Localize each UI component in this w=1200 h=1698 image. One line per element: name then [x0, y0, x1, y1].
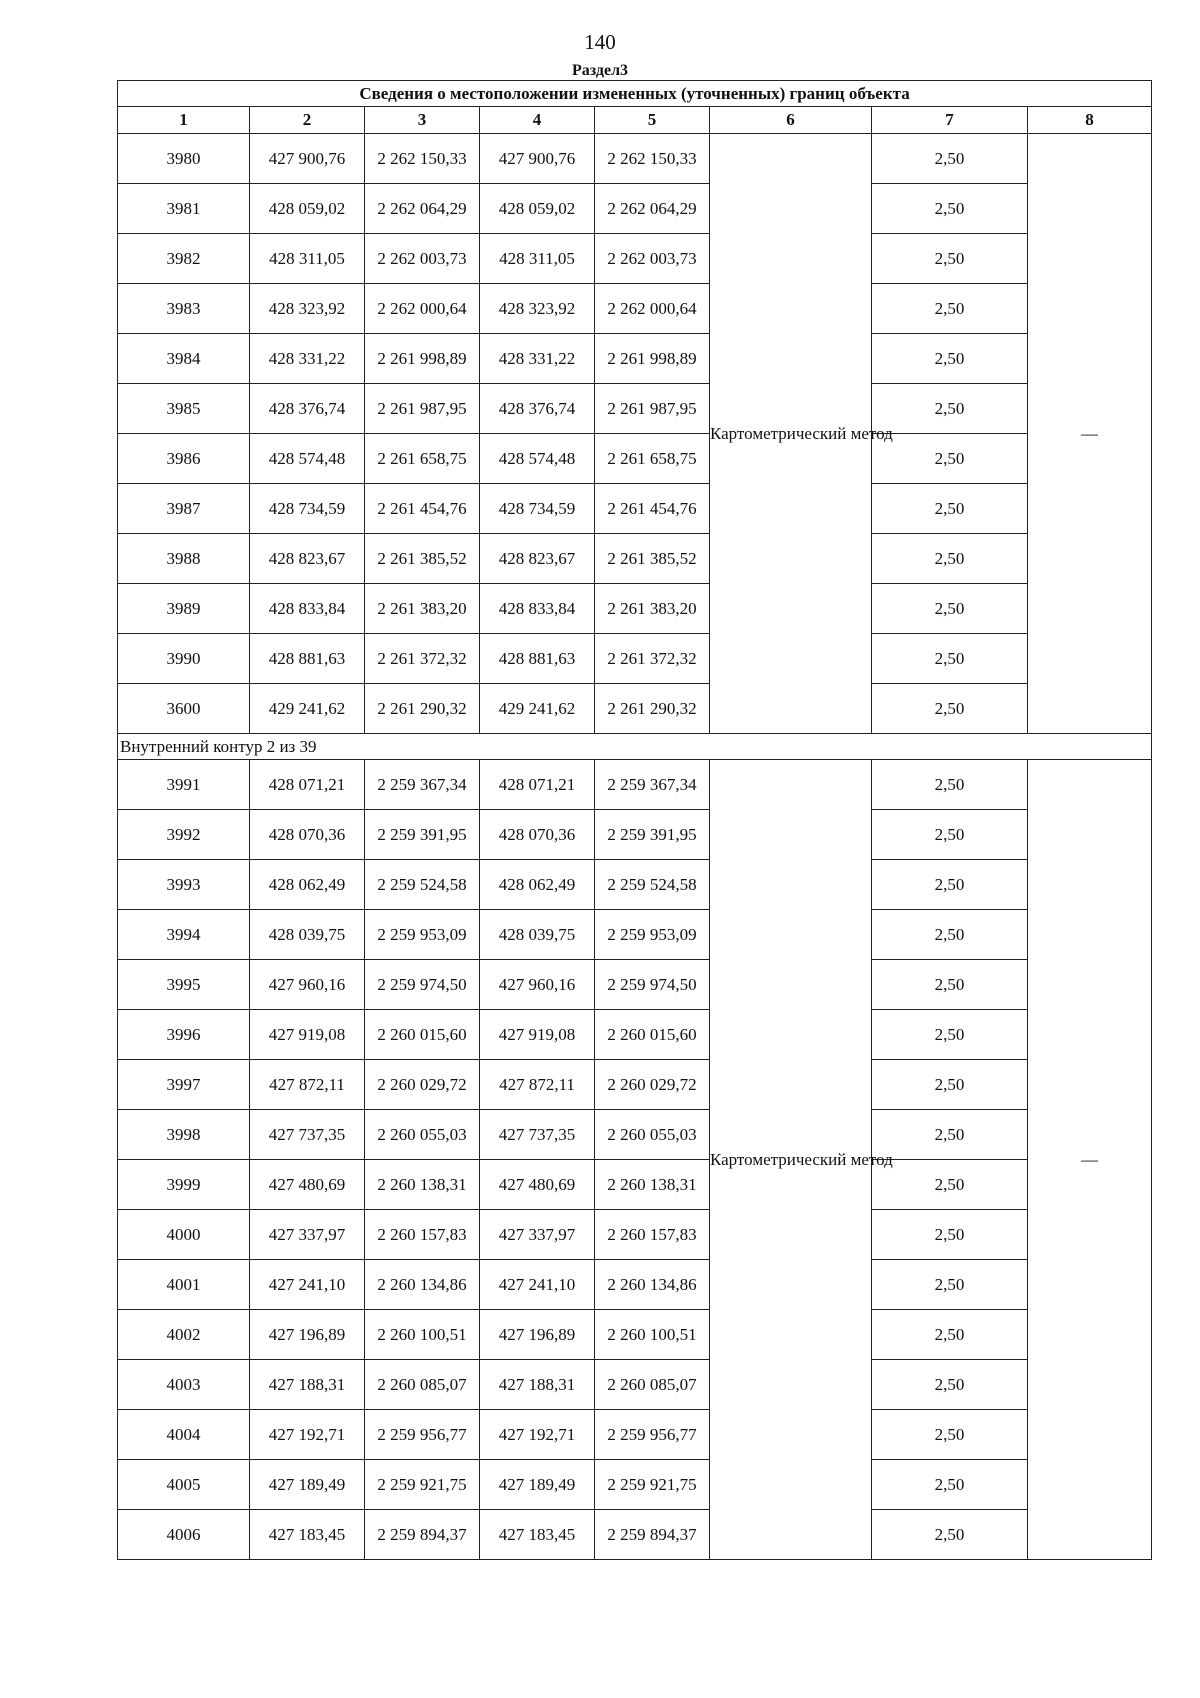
table-row	[118, 760, 1152, 810]
coord-x-cell: 428 323,92	[250, 284, 365, 334]
coord-x-cell: 428 881,63	[250, 634, 365, 684]
point-number-cell: 3999	[118, 1160, 250, 1210]
coord-x-cell: 427 737,35	[480, 1110, 595, 1160]
coord-x-cell: 428 734,59	[250, 484, 365, 534]
coord-x-cell: 427 960,16	[480, 960, 595, 1010]
coord-y-cell: 2 260 100,51	[365, 1310, 480, 1360]
coord-x-cell: 428 311,05	[480, 234, 595, 284]
accuracy-cell: 2,50	[872, 134, 1028, 184]
coord-x-cell: 427 196,89	[480, 1310, 595, 1360]
coord-y-cell: 2 262 000,64	[595, 284, 710, 334]
coord-x-cell: 427 960,16	[250, 960, 365, 1010]
column-header: 5	[595, 107, 710, 134]
coord-x-cell: 428 823,67	[480, 534, 595, 584]
coord-x-cell: 427 480,69	[480, 1160, 595, 1210]
column-header: 7	[872, 107, 1028, 134]
table-row	[118, 860, 1152, 910]
point-number-cell: 4006	[118, 1510, 250, 1560]
coord-y-cell: 2 260 157,83	[595, 1210, 710, 1260]
point-number-cell: 3600	[118, 684, 250, 734]
point-number-cell: 4001	[118, 1260, 250, 1310]
coord-x-cell: 428 833,84	[250, 584, 365, 634]
coord-y-cell: 2 259 956,77	[365, 1410, 480, 1460]
point-number-cell: 4004	[118, 1410, 250, 1460]
point-number-cell: 3995	[118, 960, 250, 1010]
coord-y-cell: 2 259 367,34	[365, 760, 480, 810]
accuracy-cell: 2,50	[872, 534, 1028, 584]
accuracy-cell: 2,50	[872, 184, 1028, 234]
table-row	[118, 484, 1152, 534]
column-header: 4	[480, 107, 595, 134]
coord-x-cell: 428 062,49	[480, 860, 595, 910]
point-number-cell: 3990	[118, 634, 250, 684]
accuracy-cell: 2,50	[872, 1510, 1028, 1560]
table-row	[118, 1110, 1152, 1160]
coord-x-cell: 427 183,45	[250, 1510, 365, 1560]
coord-x-cell: 428 059,02	[480, 184, 595, 234]
point-number-cell: 3996	[118, 1010, 250, 1060]
coord-x-cell: 427 480,69	[250, 1160, 365, 1210]
coord-y-cell: 2 259 974,50	[365, 960, 480, 1010]
coord-x-cell: 427 183,45	[480, 1510, 595, 1560]
table-body	[118, 134, 1152, 1560]
accuracy-cell: 2,50	[872, 684, 1028, 734]
table-row	[118, 910, 1152, 960]
table-row	[118, 234, 1152, 284]
coord-x-cell: 428 071,21	[480, 760, 595, 810]
point-number-cell: 3994	[118, 910, 250, 960]
coord-x-cell: 428 574,48	[250, 434, 365, 484]
accuracy-cell: 2,50	[872, 760, 1028, 810]
coord-y-cell: 2 262 003,73	[365, 234, 480, 284]
table-row	[118, 1160, 1152, 1210]
coord-x-cell: 428 833,84	[480, 584, 595, 634]
coord-y-cell: 2 262 000,64	[365, 284, 480, 334]
table-row	[118, 1360, 1152, 1410]
column-header: 3	[365, 107, 480, 134]
accuracy-cell: 2,50	[872, 484, 1028, 534]
point-number-cell: 3998	[118, 1110, 250, 1160]
coord-x-cell: 427 900,76	[480, 134, 595, 184]
coord-x-cell: 428 881,63	[480, 634, 595, 684]
table-row	[118, 534, 1152, 584]
coord-y-cell: 2 259 974,50	[595, 960, 710, 1010]
coord-y-cell: 2 260 029,72	[365, 1060, 480, 1110]
coordinates-table	[117, 80, 1152, 1560]
coord-y-cell: 2 260 085,07	[595, 1360, 710, 1410]
coord-x-cell: 428 311,05	[250, 234, 365, 284]
table-row	[118, 1010, 1152, 1060]
point-number-cell: 3993	[118, 860, 250, 910]
coord-x-cell: 428 574,48	[480, 434, 595, 484]
coord-x-cell: 428 070,36	[480, 810, 595, 860]
coord-y-cell: 2 259 953,09	[595, 910, 710, 960]
coord-y-cell: 2 262 150,33	[595, 134, 710, 184]
coord-y-cell: 2 262 064,29	[595, 184, 710, 234]
point-number-cell: 4000	[118, 1210, 250, 1260]
point-number-cell: 3980	[118, 134, 250, 184]
point-number-cell: 3981	[118, 184, 250, 234]
coord-y-cell: 2 260 015,60	[365, 1010, 480, 1060]
accuracy-cell: 2,50	[872, 334, 1028, 384]
accuracy-cell: 2,50	[872, 434, 1028, 484]
coord-y-cell: 2 261 454,76	[595, 484, 710, 534]
coord-y-cell: 2 261 290,32	[595, 684, 710, 734]
point-number-cell: 3982	[118, 234, 250, 284]
coord-y-cell: 2 259 391,95	[365, 810, 480, 860]
table-title-row	[118, 81, 1152, 107]
accuracy-cell: 2,50	[872, 1260, 1028, 1310]
coord-x-cell: 427 919,08	[250, 1010, 365, 1060]
accuracy-cell: 2,50	[872, 810, 1028, 860]
table-row	[118, 134, 1152, 184]
table-row	[118, 960, 1152, 1010]
coord-y-cell: 2 260 138,31	[365, 1160, 480, 1210]
point-number-cell: 3989	[118, 584, 250, 634]
table-row	[118, 1260, 1152, 1310]
table-header-row	[118, 107, 1152, 134]
accuracy-cell: 2,50	[872, 634, 1028, 684]
coord-y-cell: 2 260 100,51	[595, 1310, 710, 1360]
coord-x-cell: 429 241,62	[250, 684, 365, 734]
coord-x-cell: 427 872,11	[250, 1060, 365, 1110]
accuracy-cell: 2,50	[872, 1010, 1028, 1060]
coord-y-cell: 2 260 015,60	[595, 1010, 710, 1060]
coord-x-cell: 428 062,49	[250, 860, 365, 910]
point-number-cell: 3984	[118, 334, 250, 384]
accuracy-cell: 2,50	[872, 284, 1028, 334]
accuracy-cell: 2,50	[872, 1110, 1028, 1160]
coord-y-cell: 2 261 658,75	[595, 434, 710, 484]
table-row	[118, 1210, 1152, 1260]
coord-y-cell: 2 261 372,32	[595, 634, 710, 684]
table-row	[118, 684, 1152, 734]
coord-x-cell: 428 331,22	[480, 334, 595, 384]
coord-x-cell: 429 241,62	[480, 684, 595, 734]
coord-y-cell: 2 259 524,58	[595, 860, 710, 910]
coord-x-cell: 427 900,76	[250, 134, 365, 184]
accuracy-cell: 2,50	[872, 384, 1028, 434]
contour-label-row	[118, 734, 1152, 760]
coord-x-cell: 427 872,11	[480, 1060, 595, 1110]
table-row	[118, 284, 1152, 334]
page-number: 140	[584, 30, 616, 54]
coord-x-cell: 428 071,21	[250, 760, 365, 810]
table-row	[118, 810, 1152, 860]
coord-y-cell: 2 260 055,03	[595, 1110, 710, 1160]
table-row	[118, 1510, 1152, 1560]
coord-x-cell: 427 188,31	[250, 1360, 365, 1410]
table-row	[118, 634, 1152, 684]
coord-y-cell: 2 261 987,95	[365, 384, 480, 434]
coord-x-cell: 427 241,10	[480, 1260, 595, 1310]
coord-x-cell: 427 919,08	[480, 1010, 595, 1060]
point-number-cell: 3983	[118, 284, 250, 334]
coord-y-cell: 2 260 134,86	[365, 1260, 480, 1310]
coord-y-cell: 2 261 385,52	[365, 534, 480, 584]
coord-x-cell: 427 196,89	[250, 1310, 365, 1360]
point-number-cell: 4002	[118, 1310, 250, 1360]
table-row	[118, 334, 1152, 384]
point-number-cell: 3988	[118, 534, 250, 584]
coord-y-cell: 2 261 454,76	[365, 484, 480, 534]
accuracy-cell: 2,50	[872, 860, 1028, 910]
point-number-cell: 3987	[118, 484, 250, 534]
table-title: Сведения о местоположении измененных (уточненных) границ объекта	[118, 81, 1152, 107]
note-cell: —	[1028, 134, 1152, 734]
coord-y-cell: 2 259 894,37	[365, 1510, 480, 1560]
accuracy-cell: 2,50	[872, 960, 1028, 1010]
accuracy-cell: 2,50	[872, 1160, 1028, 1210]
coord-x-cell: 428 039,75	[480, 910, 595, 960]
point-number-cell: 3986	[118, 434, 250, 484]
coord-y-cell: 2 260 085,07	[365, 1360, 480, 1410]
table-row	[118, 1460, 1152, 1510]
coord-y-cell: 2 261 385,52	[595, 534, 710, 584]
table-row	[118, 1410, 1152, 1460]
point-number-cell: 4003	[118, 1360, 250, 1410]
method-cell: Картометрический метод	[710, 760, 872, 1560]
coord-y-cell: 2 261 290,32	[365, 684, 480, 734]
table-row	[118, 434, 1152, 484]
accuracy-cell: 2,50	[872, 1460, 1028, 1510]
table-row	[118, 1310, 1152, 1360]
coord-x-cell: 428 734,59	[480, 484, 595, 534]
coord-y-cell: 2 261 998,89	[595, 334, 710, 384]
table-row	[118, 1060, 1152, 1110]
column-header: 6	[710, 107, 872, 134]
coord-x-cell: 427 188,31	[480, 1360, 595, 1410]
coord-y-cell: 2 260 134,86	[595, 1260, 710, 1310]
coord-y-cell: 2 261 658,75	[365, 434, 480, 484]
coord-y-cell: 2 262 150,33	[365, 134, 480, 184]
coord-y-cell: 2 260 055,03	[365, 1110, 480, 1160]
coord-x-cell: 427 192,71	[480, 1410, 595, 1460]
coord-x-cell: 428 039,75	[250, 910, 365, 960]
coord-y-cell: 2 262 064,29	[365, 184, 480, 234]
coord-y-cell: 2 259 956,77	[595, 1410, 710, 1460]
coord-x-cell: 428 070,36	[250, 810, 365, 860]
coord-y-cell: 2 259 391,95	[595, 810, 710, 860]
coord-y-cell: 2 259 524,58	[365, 860, 480, 910]
coord-x-cell: 427 189,49	[250, 1460, 365, 1510]
accuracy-cell: 2,50	[872, 1310, 1028, 1360]
column-header: 8	[1028, 107, 1152, 134]
coord-x-cell: 428 823,67	[250, 534, 365, 584]
coord-x-cell: 428 323,92	[480, 284, 595, 334]
coord-x-cell: 428 331,22	[250, 334, 365, 384]
coord-x-cell: 428 376,74	[250, 384, 365, 434]
coord-x-cell: 427 192,71	[250, 1410, 365, 1460]
accuracy-cell: 2,50	[872, 1360, 1028, 1410]
section-title: Раздел3	[571, 62, 629, 79]
coord-y-cell: 2 259 921,75	[595, 1460, 710, 1510]
table-row	[118, 584, 1152, 634]
column-header: 1	[118, 107, 250, 134]
point-number-cell: 4005	[118, 1460, 250, 1510]
coord-y-cell: 2 260 157,83	[365, 1210, 480, 1260]
coord-x-cell: 427 337,97	[250, 1210, 365, 1260]
coord-y-cell: 2 259 894,37	[595, 1510, 710, 1560]
coord-y-cell: 2 259 921,75	[365, 1460, 480, 1510]
column-header: 2	[250, 107, 365, 134]
point-number-cell: 3997	[118, 1060, 250, 1110]
accuracy-cell: 2,50	[872, 910, 1028, 960]
coord-y-cell: 2 261 383,20	[365, 584, 480, 634]
coord-y-cell: 2 262 003,73	[595, 234, 710, 284]
coord-x-cell: 428 376,74	[480, 384, 595, 434]
point-number-cell: 3991	[118, 760, 250, 810]
coord-x-cell: 427 189,49	[480, 1460, 595, 1510]
accuracy-cell: 2,50	[872, 1210, 1028, 1260]
table-row	[118, 184, 1152, 234]
coord-y-cell: 2 260 029,72	[595, 1060, 710, 1110]
coord-y-cell: 2 259 367,34	[595, 760, 710, 810]
point-number-cell: 3992	[118, 810, 250, 860]
coord-x-cell: 427 337,97	[480, 1210, 595, 1260]
coord-x-cell: 427 241,10	[250, 1260, 365, 1310]
coord-y-cell: 2 261 383,20	[595, 584, 710, 634]
coord-y-cell: 2 261 372,32	[365, 634, 480, 684]
point-number-cell: 3985	[118, 384, 250, 434]
coord-x-cell: 428 059,02	[250, 184, 365, 234]
accuracy-cell: 2,50	[872, 584, 1028, 634]
accuracy-cell: 2,50	[872, 234, 1028, 284]
table-row	[118, 384, 1152, 434]
coord-y-cell: 2 261 998,89	[365, 334, 480, 384]
coord-y-cell: 2 260 138,31	[595, 1160, 710, 1210]
coord-y-cell: 2 261 987,95	[595, 384, 710, 434]
accuracy-cell: 2,50	[872, 1410, 1028, 1460]
coord-y-cell: 2 259 953,09	[365, 910, 480, 960]
note-cell: —	[1028, 760, 1152, 1560]
coord-x-cell: 427 737,35	[250, 1110, 365, 1160]
method-cell: Картометрический метод	[710, 134, 872, 734]
contour-label: Внутренний контур 2 из 39	[118, 734, 1152, 760]
accuracy-cell: 2,50	[872, 1060, 1028, 1110]
